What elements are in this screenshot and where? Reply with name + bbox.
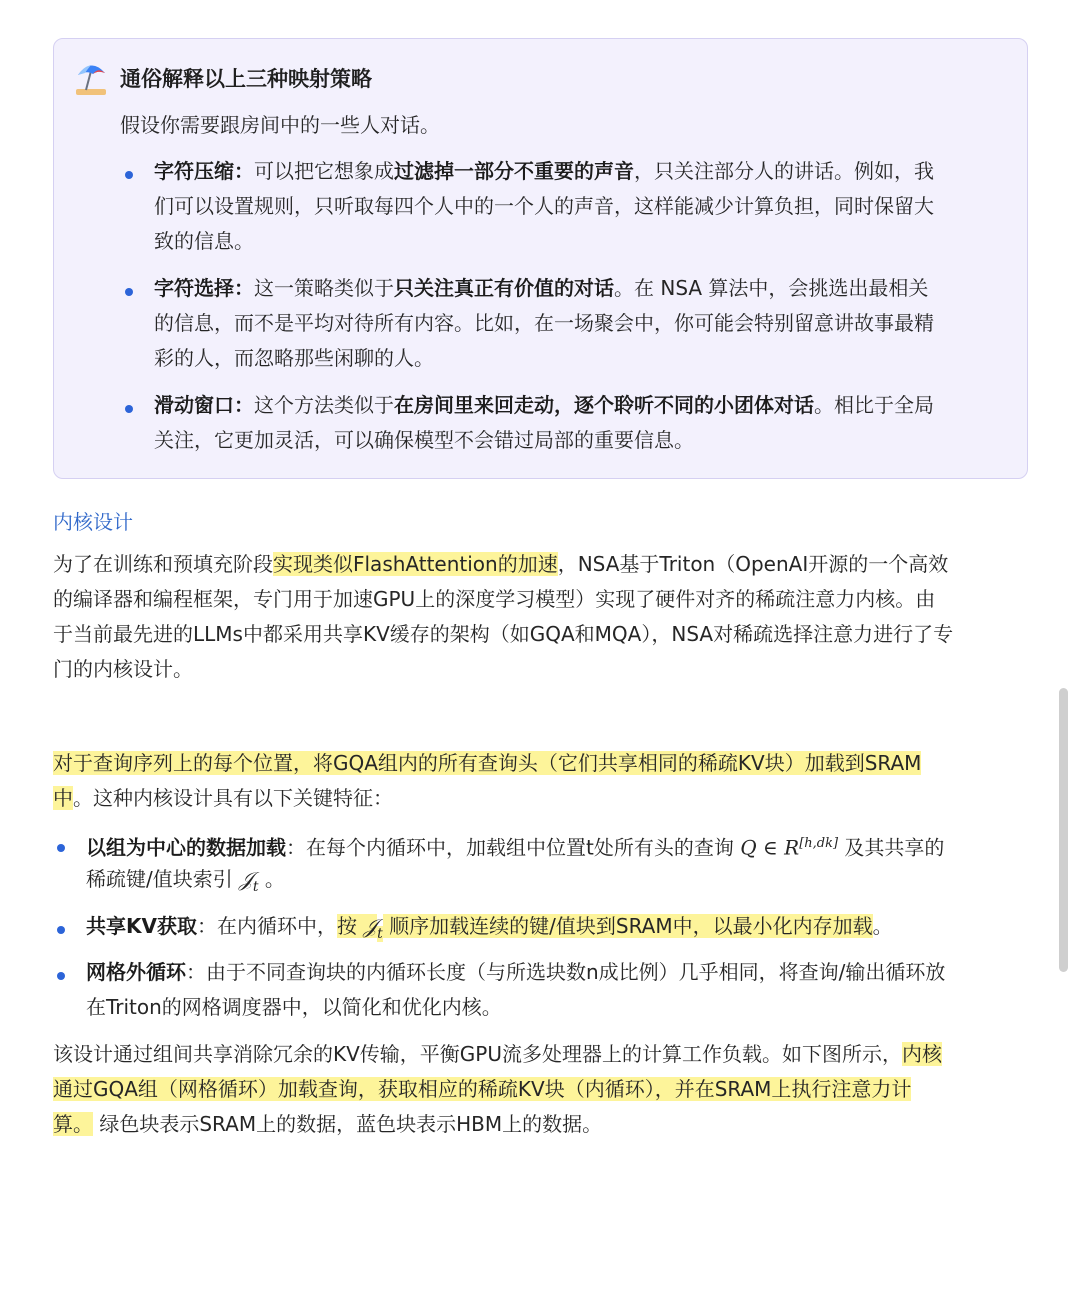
- text-line: [53, 1040, 942, 1068]
- highlighted-text: 对于查询序列上的每个位置，将GQA组内的所有查询头（它们共享相同的稀疏KV块）加载到SRAM: [53, 751, 922, 775]
- highlighted-text: 𝒥: [363, 914, 378, 938]
- beach-umbrella-icon: [74, 61, 108, 97]
- text-span: 致的信息。: [154, 229, 254, 253]
- vertical-scrollbar[interactable]: [1059, 688, 1068, 972]
- text-span: 这一策略类似于: [254, 276, 394, 300]
- text-span: 及其共享的: [838, 835, 945, 860]
- text-line: [53, 1075, 911, 1103]
- text-line: [53, 550, 948, 578]
- highlighted-text: 通过GQA组（网格循环）加载查询，获取相应的稀疏KV块（内循环），并在SRAM上执行注意力计: [53, 1077, 912, 1101]
- bold-text: 只关注真正有价值的对话: [394, 276, 614, 300]
- text-line: [53, 655, 193, 683]
- text-span: 。在 NSA 算法中，会挑选出最相关: [614, 276, 929, 300]
- text-span: 这个方法类似于: [254, 393, 394, 417]
- bold-text: 以组为中心的数据加载: [86, 835, 286, 860]
- text-span: ：在内循环中，: [196, 914, 337, 938]
- text-line: [86, 912, 893, 948]
- text-span: 。这种内核设计具有以下关键特征：: [73, 786, 393, 810]
- highlighted-text: 内核: [902, 1042, 942, 1066]
- explanation-callout: [53, 38, 1028, 479]
- text-line: [53, 620, 953, 648]
- bold-text: 网格外循环: [86, 960, 186, 984]
- text-span: 为了在训练和预填充阶段: [53, 552, 273, 576]
- text-line: [154, 227, 254, 255]
- text-line: [154, 426, 694, 454]
- text-span: 绿色块表示SRAM上的数据，蓝色块表示HBM上的数据。: [93, 1112, 603, 1136]
- text-span: 关注，它更加灵活，可以确保模型不会错过局部的重要信息。: [154, 428, 694, 452]
- bold-text: 字符选择：: [154, 276, 254, 300]
- text-span: 门的内核设计。: [53, 657, 193, 681]
- bullet-icon: [125, 171, 133, 179]
- text-span: ，NSA基于Triton（OpenAI开源的一个高效: [557, 552, 949, 576]
- bullet-icon: [57, 844, 65, 852]
- text-line: [53, 1110, 602, 1138]
- text-line: [86, 993, 502, 1021]
- text-span: ：在每个内循环中，加载组中位置t处所有头的查询: [286, 835, 741, 860]
- bold-text: 共享KV获取: [86, 914, 197, 938]
- text-span: 稀疏键/值块索引: [86, 867, 240, 891]
- text-line: [154, 309, 934, 337]
- text-line: [53, 784, 393, 812]
- text-span: ，只关注部分人的讲话。例如，我: [634, 159, 934, 183]
- bold-text: 滑动窗口：: [154, 393, 254, 417]
- callout-title: 通俗解释以上三种映射策略: [120, 67, 372, 91]
- math-text: 𝒥: [239, 867, 253, 891]
- bullet-icon: [125, 405, 133, 413]
- text-span: 的信息，而不是平均对待所有内容。比如，在一场聚会中，你可能会特别留意讲故事最精: [154, 311, 934, 335]
- bullet-icon: [125, 288, 133, 296]
- text-span: 彩的人，而忽略那些闲聊的人。: [154, 346, 434, 370]
- text-span: 该设计通过组间共享消除冗余的KV传输，平衡GPU流多处理器上的计算工作负载。如下图所示，: [53, 1042, 902, 1066]
- highlighted-text: 中: [53, 786, 73, 810]
- highlighted-text: 算。: [53, 1112, 93, 1136]
- math-text: Q ∈ R: [740, 835, 800, 860]
- text-line: [154, 344, 434, 372]
- text-line: [154, 157, 934, 185]
- math-text: t: [252, 879, 259, 895]
- text-span: 们可以设置规则，只听取每四个人中的一个人的声音，这样能减少计算负担，同时保留大: [154, 194, 934, 218]
- highlighted-text: 顺序加载连续的键/值块到SRAM中，以最小化内存加载: [382, 914, 873, 938]
- text-span: 。: [872, 914, 893, 938]
- text-line: [86, 830, 944, 862]
- text-line: [53, 749, 921, 777]
- bold-text: 字符压缩：: [154, 159, 254, 183]
- bold-text: 过滤掉一部分不重要的声音: [394, 159, 634, 183]
- text-line: [86, 958, 945, 986]
- text-line: [154, 274, 928, 302]
- text-span: 于当前最先进的LLMs中都采用共享KV缓存的架构（如GQA和MQA），NSA对稀疏选择注意力进行了专: [53, 622, 954, 646]
- bullet-icon: [57, 972, 65, 980]
- callout-intro: 假设你需要跟房间中的一些人对话。: [120, 113, 440, 137]
- bold-text: 在房间里来回走动，逐个聆听不同的小团体对话: [394, 393, 814, 417]
- text-span: 在Triton的网格调度器中，以简化和优化内核。: [86, 995, 502, 1019]
- text-line: [154, 192, 934, 220]
- highlighted-text: t: [377, 926, 383, 942]
- bullet-icon: [57, 926, 65, 934]
- highlighted-text: 实现类似FlashAttention的加速: [273, 552, 558, 576]
- highlighted-text: 按: [336, 914, 364, 938]
- math-text: [h,dk]: [799, 836, 839, 851]
- text-line: [154, 391, 934, 419]
- text-span: 可以把它想象成: [254, 159, 394, 183]
- section-heading: 内核设计: [53, 510, 133, 534]
- text-span: 。: [258, 867, 285, 891]
- text-line: [53, 585, 935, 613]
- text-span: 。相比于全局: [814, 393, 934, 417]
- text-span: ：由于不同查询块的内循环长度（与所选块数n成比例）几乎相同，将查询/输出循环放: [186, 960, 946, 984]
- text-span: 的编译器和编程框架，专门用于加速GPU上的深度学习模型）实现了硬件对齐的稀疏注意力内核。由: [53, 587, 936, 611]
- text-line: [86, 865, 285, 901]
